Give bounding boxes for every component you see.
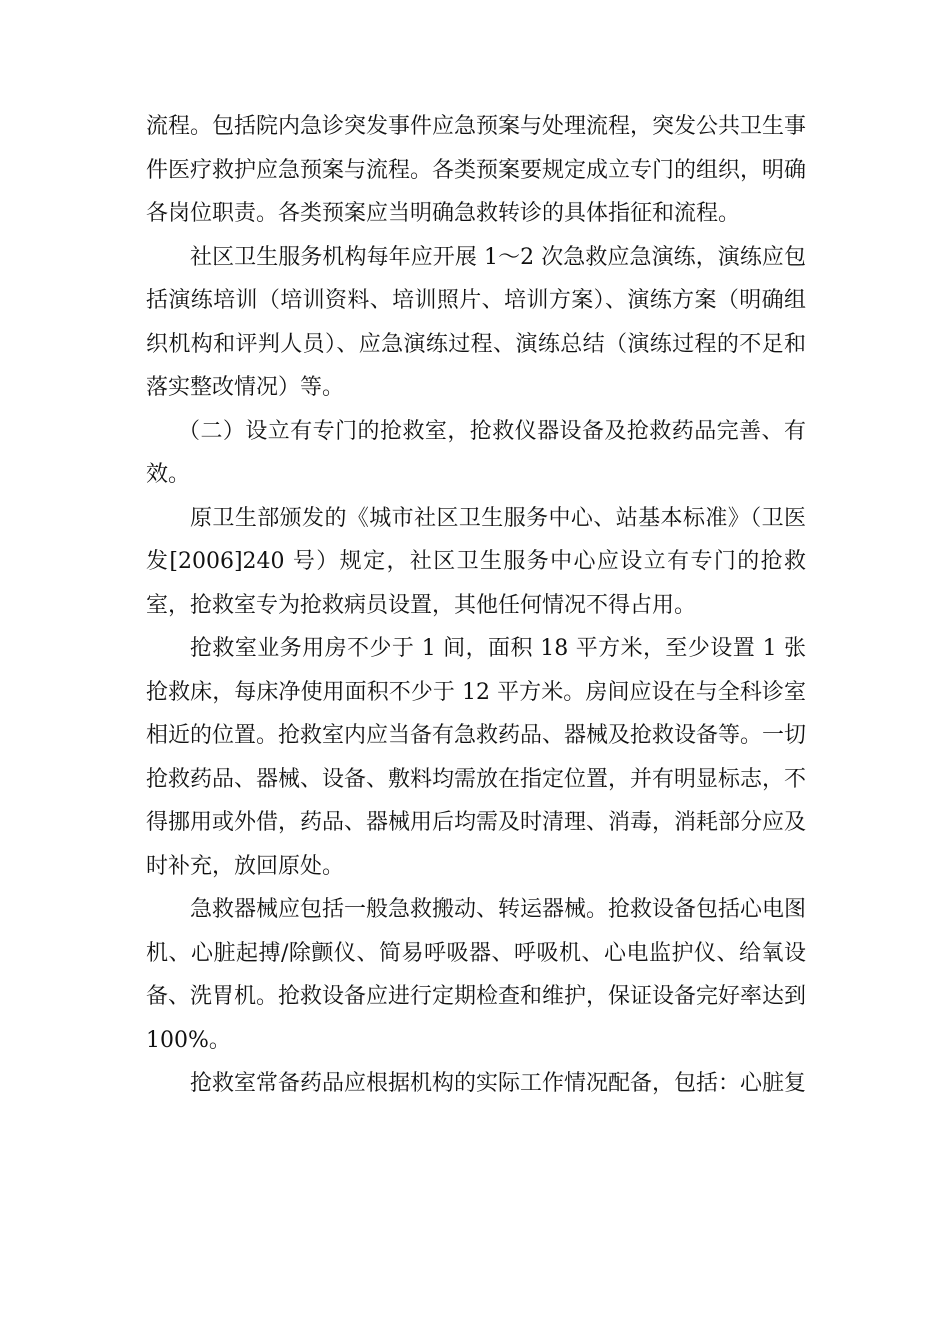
document-body [146, 105, 806, 1106]
section-heading-rescue-room: （二）设立有专门的抢救室，抢救仪器设备及抢救药品完善、有效。 [146, 418, 806, 487]
paragraph-rescue-equipment: 急救器械应包括一般急救搬动、转运器械。抢救设备包括心电图机、心脏起搏/除颤仪、简易呼吸器、呼吸机、心电监护仪、给氧设备、洗胃机。抢救设备应进行定期检查和维护，保证设备完好率达到100%。 [146, 897, 807, 1053]
paragraph-emergency-drills: 社区卫生服务机构每年应开展 1～2 次急救应急演练，演练应包括演练培训（培训资料、培训照片、培训方案）、演练方案（明确组织机构和评判人员）、应急演练过程、演练总结（演练过程的不足和落实整改情况）等。 [146, 244, 806, 400]
paragraph-rescue-room-requirements: 抢救室业务用房不少于 1 间，面积 18 平方米，至少设置 1 张抢救床，每床净使用面积不少于 12 平方米。房间应设在与全科诊室相近的位置。抢救室内应当备有急救药品、器械及抢救设备等。一切抢救药品、器械、设备、敷料均需放在指定位置，并有明显标志，不得挪用或外借，药品、器械用后均需及时清理、消毒，消耗部分应及时补充，放回原处。 [146, 636, 807, 879]
paragraph-rescue-drugs: 抢救室常备药品应根据机构的实际工作情况配备，包括：心脏复 [190, 1071, 807, 1096]
paragraph-standard-regulation: 原卫生部颁发的《城市社区卫生服务中心、站基本标准》（卫医发[2006]240 号）规定，社区卫生服务中心应设立有专门的抢救室，抢救室专为抢救病员设置，其他任何情况不得占用。 [146, 505, 806, 618]
paragraph-emergency-plans: 流程。包括院内急诊突发事件应急预案与处理流程，突发公共卫生事件医疗救护应急预案与流程。各类预案要规定成立专门的组织，明确各岗位职责。各类预案应当明确急救转诊的具体指征和流程。 [146, 114, 807, 226]
